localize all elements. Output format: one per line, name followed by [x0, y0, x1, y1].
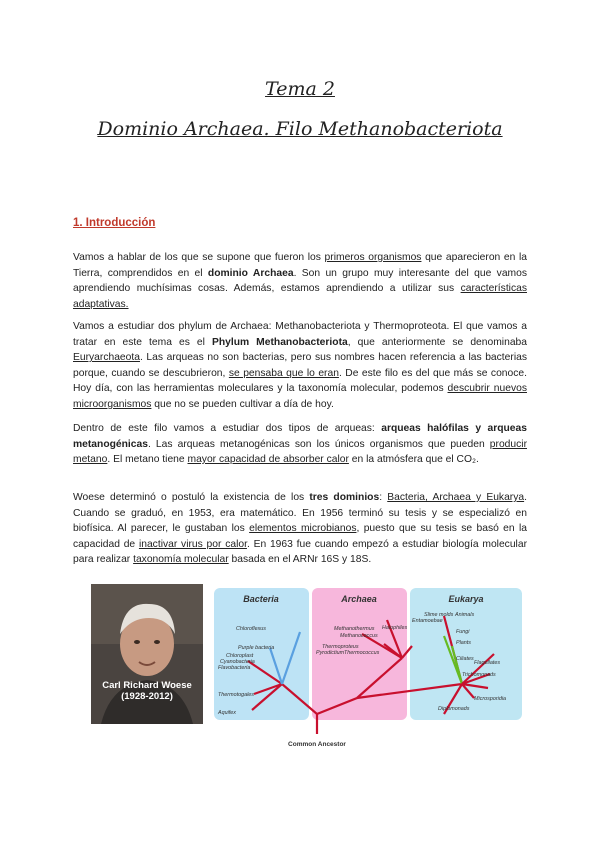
- section-heading: 1. Introducción: [73, 217, 156, 229]
- label-thermococcus: Thermococcus: [344, 650, 380, 656]
- label-pyrodictium: Pyrodictium: [316, 650, 345, 656]
- portrait-caption: [91, 680, 203, 702]
- label-common-ancestor: Common Ancestor: [288, 741, 346, 748]
- label-chloroplast: Chloroplast: [226, 653, 254, 659]
- label-flagellates: Flagellates: [474, 660, 501, 666]
- page-title: Dominio Archaea. Filo Methanobacteriota: [97, 118, 503, 140]
- label-ciliates: Ciliates: [456, 656, 474, 662]
- label-trichomonads: Trichomonads: [462, 672, 496, 678]
- label-thermotogales: Thermotogales: [218, 692, 254, 698]
- caption-name: Carl Richard Woese: [102, 680, 192, 691]
- label-diplomonads: Diplomonads: [438, 706, 470, 712]
- label-purple-bacteria: Purple bacteria: [238, 645, 275, 651]
- label-microsporidia: Microsporidia: [474, 696, 507, 702]
- paragraph-3: Dentro de este filo vamos a estudiar dos tipos de arqueas: arqueas halófilas y arqueas metanogénicas. Las arqueas metanogénicas son los únicos organismos que pueden producir metano. El metano tiene mayor capacidad de absorber calor en la atmósfera que el CO₂.: [73, 423, 527, 466]
- phylogenetic-tree: [212, 586, 525, 751]
- domain-bacteria-label: Bacteria: [243, 594, 279, 604]
- label-methanothermus: Methanothermus: [334, 626, 375, 632]
- label-fungi: Fungi: [456, 629, 470, 635]
- label-aquifex: Aquifex: [218, 710, 236, 716]
- label-plants: Plants: [456, 640, 471, 646]
- label-cyanobacteria: Cyanobacteria: [220, 659, 255, 665]
- domain-eukarya-label: Eukarya: [448, 594, 484, 604]
- paragraph-4: Woese determinó o postuló la existencia de los tres dominios: Bacteria, Archaea y Eukarya. Cuando se graduó, en 1953, era matemático. En 1956 terminó su tesis y se especializó en biofísica. Al parecer, le gustaban los elementos microbianos, puesto que su tesis se basó en la capacidad de inactivar virus por calor. En 1963 fue cuando empezó a estudiar biología molecular para realizar taxonomía molecular basada en el ARNr 16S y 18S.: [73, 492, 528, 566]
- paragraph-1: Vamos a hablar de los que se supone que fueron los primeros organismos que aparecieron en la Tierra, comprendidos en el dominio Archaea. Son un grupo muy interesante del que vamos aprendiendo muchísimas cosas. Además, estamos aprendiendo a utilizar sus características adaptativas.: [73, 252, 527, 310]
- paragraph-2: Vamos a estudiar dos phylum de Archaea: Methanobacteriota y Thermoproteota. El que vamos a tratar en este tema es el Phylum Methanobacteriota, que anteriormente se denominaba Euryarchaeota. Las arqueas no son bacterias, pero sus nombres hacen referencia a las bacterias porque, cuando se descubrieron, se pensaba que lo eran. De este filo es del que más se conoce. Hoy día, con las herramientas moleculares y la taxonomía molecular, podemos descubrir nuevos microorganismos que no se pueden cultivar a día de hoy.: [73, 321, 528, 410]
- label-animals: Animals: [455, 612, 475, 618]
- label-flavobacteria: Flavobacteria: [218, 665, 251, 671]
- page-subtitle-tema: Tema 2: [265, 78, 335, 100]
- label-entamoebae: Entamoebae: [412, 618, 443, 624]
- label-thermoproteus: Thermoproteus: [322, 644, 359, 650]
- label-methanococcus: Methanococcus: [340, 633, 378, 639]
- caption-years: (1928-2012): [121, 691, 173, 702]
- label-slime-molds: Slime molds: [424, 612, 454, 618]
- portrait-illustration: [91, 584, 203, 724]
- label-halophiles: Halophiles: [382, 625, 408, 631]
- woese-portrait: [91, 584, 203, 724]
- label-chloroflexus: Chloroflexus: [236, 626, 266, 632]
- domain-archaea-label: Archaea: [341, 594, 377, 604]
